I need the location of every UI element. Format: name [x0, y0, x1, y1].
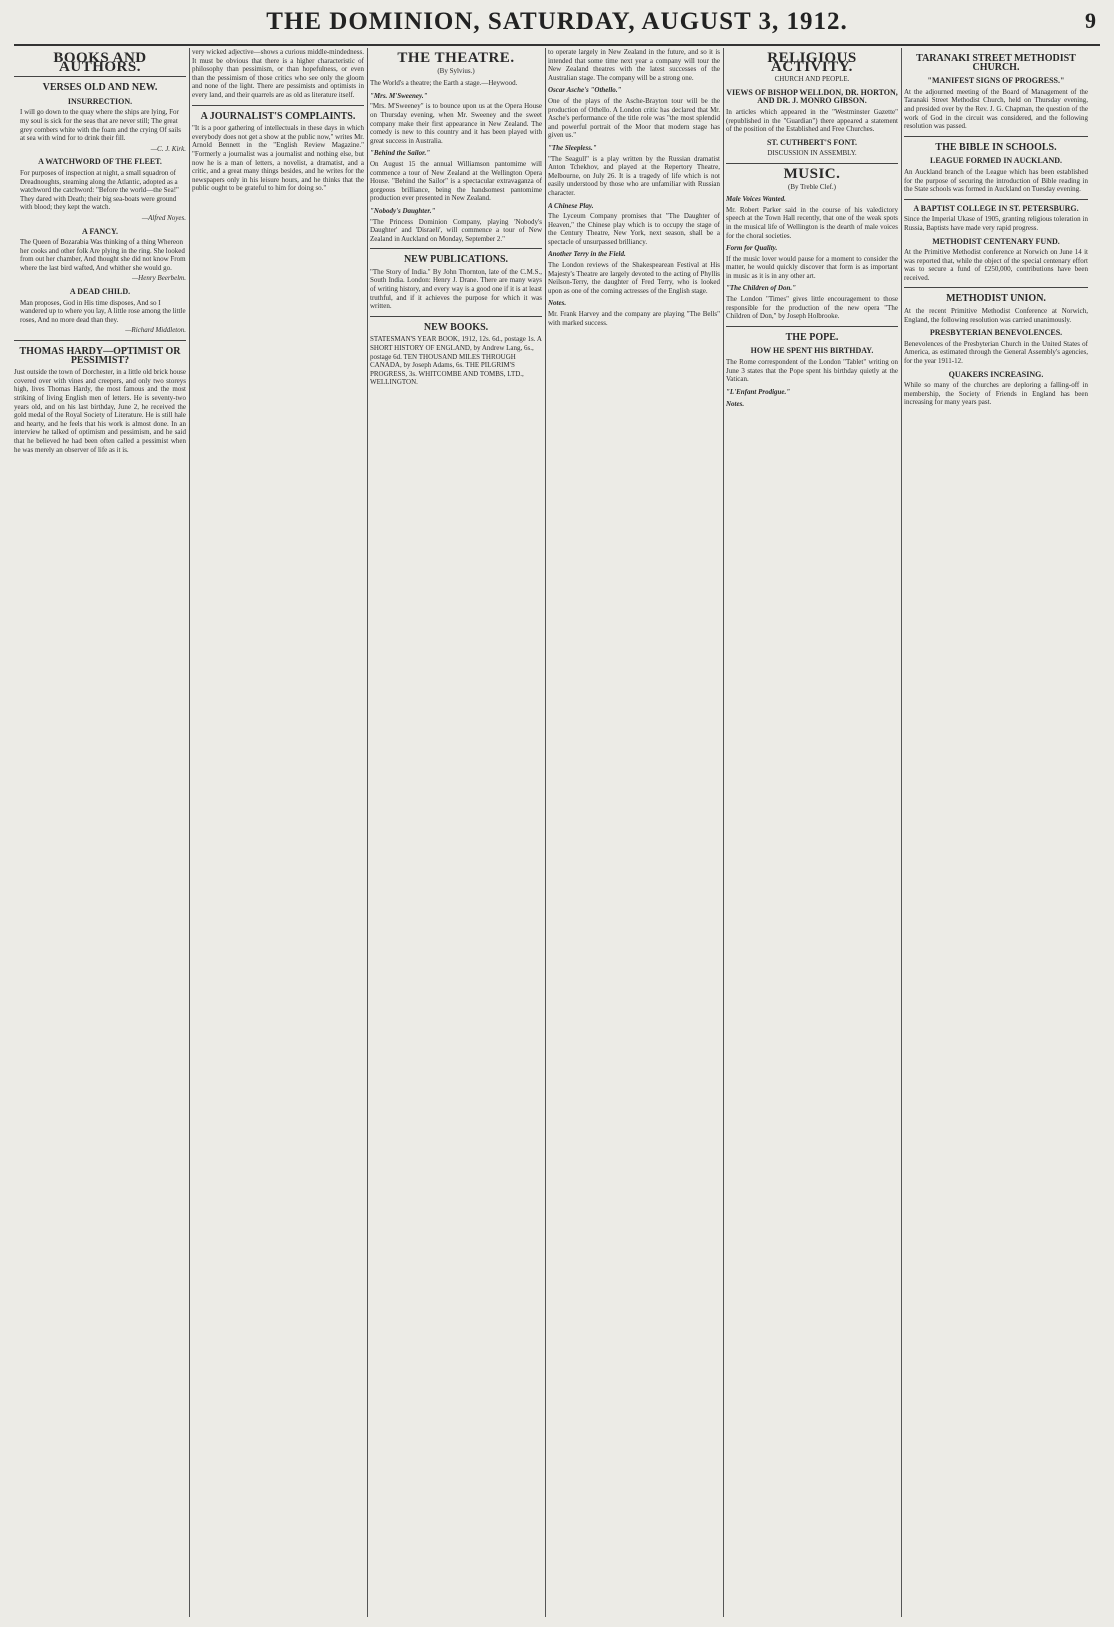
column-church-news: [904, 48, 1088, 1619]
article-body: The London "Times" gives little encouragement to those responsible for the production of the new opera "The Children of Don," by Joseph Holbrooke.: [726, 295, 898, 321]
divider: [14, 340, 186, 341]
article-heading: THOMAS HARDY—OPTIMIST OR PESSIMIST?: [19, 346, 181, 366]
article-body: "The Princess Dominion Company, playing 'Nobody's Daughter' and 'Disraeli', will commence a tour of New Zealand in Auckland on Monday, September 2.": [370, 217, 542, 243]
article-heading: QUAKERS INCREASING.: [948, 369, 1044, 379]
divider: [904, 199, 1088, 200]
section-heading: BOOKS AND AUTHORS.: [53, 50, 147, 75]
article-heading: VIEWS OF BISHOP WELLDON, DR. HORTON, AND DR. J. MONRO GIBSON.: [726, 87, 898, 106]
column-rule: [723, 48, 724, 1617]
divider: [370, 316, 542, 317]
column-religious-activity: [726, 48, 898, 1619]
poem-credit: —Henry Beerbelm.: [131, 274, 186, 283]
subheading: A Chinese Play.: [548, 201, 594, 210]
subheading: Notes.: [548, 299, 567, 308]
column-hardy-continued: [192, 48, 364, 1619]
poem-text: The Queen of Bozarabia Was thinking of a thing Whereon her cooks and other folk Are plying in the ring. She looked from out her chamber, And thought she did not know From where the last bird wafted, And whither she would go.: [20, 238, 186, 272]
article-body: Just outside the town of Dorchester, in a little old brick house covered over with vines and creepers, and only two storeys high, lives Thomas Hardy, the most famous and the most striking of living English men of letters. He is seventy-two years old, and on his last birthday, June 2, he received the gold medal of the Royal Society of Literature. He is still hale and hearty, and he feels that his work is almost done. In an interview he talked of optimism and pessimism, and he said that he believed he had been often called a pessimist when he was merely an observer of life as it is.: [14, 368, 186, 454]
article-body: Benevolences of the Presbyterian Church in the United States of America, as estimated through the General Assembly's agencies, for the year 1911-12.: [904, 339, 1088, 366]
column-rule: [189, 48, 190, 1617]
divider: [904, 136, 1088, 137]
subheading: "Nobody's Daughter.": [370, 206, 436, 215]
article-body: One of the plays of the Asche-Brayton tour will be the production of Othello. A London critic has declared that Mr. Asche's performance of the title role was "the most splendid and powerful portrait of the Moor that modern stage has given us.": [548, 96, 720, 140]
divider: [192, 105, 364, 106]
article-body: "It is a poor gathering of intellectuals in these days in which everybody does not get a show at the public now," writes Mr. Arnold Bennett in the "English Review Magazine." "Formerly a journalist was a journalist and nothing else, but now he is a man of letters, a novelist, a dramatist, and a critic, and a great many things besides, and he writes for the newspapers only in his leisure hours, and he thinks that the public ought to be grateful to him for doing so.": [192, 124, 364, 193]
divider: [14, 76, 186, 77]
subheading: "Behind the Sailor.": [370, 149, 431, 158]
column-books-and-authors: [14, 48, 186, 1619]
article-body: An Auckland branch of the League which has been established for the purpose of securing the introduction of Bible reading in the State schools was formed in Auckland on Tuesday evening.: [904, 167, 1088, 194]
poem-credit: —C. J. Kirk.: [150, 144, 186, 153]
article-body: Mr. Frank Harvey and the company are playing "The Bells" with marked success.: [548, 310, 720, 327]
article-body: While so many of the churches are deploring a falling-off in membership, the Society of Friends in England has been increasing for many years past.: [904, 381, 1088, 407]
subtitle: "MANIFEST SIGNS OF PROGRESS.": [927, 76, 1065, 86]
article-body: At the Primitive Methodist conference at Norwich on June 14 it was reported that, while the object of the special centenary effort was to secure a fund of £250,000, contributions have been received.: [904, 248, 1088, 282]
byline: CHURCH AND PEOPLE.: [774, 75, 850, 84]
article-body: Mr. Robert Parker said in the course of his valedictory speech at the Town Hall recently, that one of the weak spots in the musical life of Wellington is the dearth of male voices for the choral societies.: [726, 205, 898, 240]
article-heading: TARANAKI STREET METHODIST CHURCH.: [916, 53, 1076, 73]
poem-title: A FANCY.: [81, 226, 118, 236]
column-theatre: [370, 48, 542, 1619]
masthead: [14, 4, 1100, 46]
divider: [370, 248, 542, 249]
article-body: The Lyceum Company promises that "The Daughter of Heaven," the Chinese play which is to occupy the stage of the Century Theatre, New York, next season, shall be a spectacle of unsurpassed brilliancy.: [548, 212, 720, 246]
subtitle: LEAGUE FORMED IN AUCKLAND.: [929, 156, 1062, 166]
byline: (By Sylvius.): [437, 66, 475, 75]
subheading: "The Sleepless.": [548, 143, 597, 152]
newspaper-title: THE DOMINION, SATURDAY, AUGUST 3, 1912.: [266, 8, 848, 35]
section-heading: THE THEATRE.: [397, 50, 515, 66]
article-heading: ST. CUTHBERT'S FONT.: [766, 137, 858, 147]
poem-credit: —Richard Middleton.: [125, 326, 186, 335]
subheading: "L'Enfant Prodigue.": [726, 387, 791, 396]
poem-text: For purposes of inspection at night, a small squadron of Dreadnoughts, steaming along the Atlantic, adopted as a watchword the catchword: "Before the world—the Sea!" They dared with Death; their big sea-boats were ground with blood; they kept the watch.: [20, 168, 179, 212]
section-heading: MUSIC.: [783, 165, 841, 182]
subheading: Form for Quality.: [726, 244, 778, 253]
epigraph: The World's a theatre; the Earth a stage.—Heywood.: [370, 79, 518, 88]
column-rule: [901, 48, 902, 1617]
column-rule: [545, 48, 546, 1617]
article-body: to operate largely in New Zealand in the future, and so it is intended that some time next year a company will tour the New Zealand theatres with the latest successes of the Australian stage. The company will be a strong one.: [548, 48, 720, 82]
subheading: "Mrs. M'Sweeney.": [370, 91, 428, 100]
article-body: The London reviews of the Shakespearean Festival at His Majesty's Theatre are largely devoted to the acting of Phyllis Neilson-Terry, the daughter of Fred Terry, who is looked upon as one of the coming actresses of the English stage.: [548, 261, 720, 295]
article-heading: VERSES OLD AND NEW.: [42, 82, 158, 94]
article-body: very wicked adjective—shows a curious middle-mindedness. It must be obvious that there is a higher characteristic of philosophy than pessimism, or than hopefulness, or even than the pessimism of those critics who see only the gloom and none of the light. There are pessimists and optimists in every land, and their quarrels are as old as literature itself.: [192, 48, 364, 99]
divider: [726, 163, 898, 164]
column-rule: [367, 48, 368, 1617]
article-heading: THE BIBLE IN SCHOOLS.: [935, 141, 1057, 153]
article-heading: A JOURNALIST'S COMPLAINTS.: [200, 110, 356, 122]
advert-heading: NEW BOOKS.: [423, 321, 489, 333]
article-body: "The Seagull" is a play written by the Russian dramatist Anton Tchekhov, and played at the Repertory Theatre, Melbourne, on July 26. It is a tragedy of life which is not easily understood by those who are unfamiliar with Russian character.: [548, 154, 720, 197]
poem-title: A DEAD CHILD.: [69, 287, 131, 297]
article-heading: METHODIST CENTENARY FUND.: [932, 236, 1060, 246]
article-body: "The Story of India." By John Thornton, late of the C.M.S., South India. London: Henry J. Drane. There are many ways of writing history, and every way is a good one if it is at least truthful, and if it achieves the purpose for which it was written.: [370, 267, 542, 311]
article-heading: THE POPE.: [785, 331, 839, 343]
article-body: If the music lover would pause for a moment to consider the matter, he would quickly discover that form is as important in music as it is in any other art.: [726, 254, 898, 280]
subheading: Notes.: [726, 400, 745, 409]
divider: [904, 287, 1088, 288]
article-body: Since the Imperial Ukase of 1905, granting religious toleration in Russia, Baptists have made very rapid progress.: [904, 215, 1088, 232]
section-heading: RELIGIOUS ACTIVITY.: [767, 50, 857, 75]
subtitle: DISCUSSION IN ASSEMBLY.: [767, 149, 857, 158]
subtitle: HOW HE SPENT HIS BIRTHDAY.: [750, 346, 874, 356]
byline: (By Treble Clef.): [787, 182, 837, 191]
article-body: "Mrs. M'Sweeney" is to bounce upon us at the Opera House on Thursday evening, when Mr. Sweeney and the sweet company make their first appearance in New Zealand. The comedy is new to this country and it has been played with great success in Australia.: [370, 102, 542, 145]
poem-title: INSURRECTION.: [67, 96, 133, 106]
article-body: At the recent Primitive Methodist Conference at Norwich, England, the following resolution was carried unanimously.: [904, 307, 1088, 324]
article-heading: PRESBYTERIAN BENEVOLENCES.: [929, 328, 1063, 338]
article-heading: METHODIST UNION.: [946, 293, 1046, 305]
page-number: 9: [1085, 8, 1096, 33]
article-body: In articles which appeared in the "Westminster Gazette" (republished in the "Guardian") there appeared a statement of the position of the Established and Free Churches.: [726, 107, 898, 134]
article-body: At the adjourned meeting of the Board of Management of the Taranaki Street Methodist Church, held on Thursday evening, and presided over by the Rev. J. G. Chapman, the question of the work of God in the circuit was considered, and the following resolution was passed.: [904, 87, 1088, 131]
subheading: "The Children of Don.": [726, 284, 797, 293]
article-body: The Rome correspondent of the London "Tablet" writing on June 3 states that the Pope spent his birthday quietly at the Vatican.: [726, 358, 898, 384]
advert-list: STATESMAN'S YEAR BOOK, 1912, 12s. 6d., postage 1s. A SHORT HISTORY OF ENGLAND, by Andrew Lang, 6s., postage 6d. TEN THOUSAND MILES THROUGH CANADA, by Joseph Adams, 6s. THE PILGRIM'S PROGRESS, 3s. WHITCOMBE AND TOMBS, LTD., WELLINGTON.: [370, 335, 542, 387]
subheading: Male Voices Wanted.: [726, 195, 786, 204]
poem-title: A WATCHWORD OF THE FLEET.: [38, 157, 162, 167]
poem-text: Man proposes, God in His time disposes, And so I wandered up to where you lay, A little rose among the little roses, And no more dead than they.: [20, 298, 186, 324]
divider: [726, 326, 898, 327]
section-heading: NEW PUBLICATIONS.: [403, 254, 509, 266]
poem-credit: —Alfred Noyes.: [141, 213, 186, 222]
subheading: Another Terry in the Field.: [548, 250, 626, 259]
article-body: On August 15 the annual Williamson pantomime will commence a tour of New Zealand at the Wellington Opera House. "Behind the Sailor" is a spectacular extravaganza of gorgeous brilliance, being the handsomest pantomime production ever presented in New Zealand.: [370, 159, 542, 203]
subheading: Oscar Asche's "Othello.": [548, 86, 622, 95]
poem-text: I will go down to the quay where the ships are lying, For my soul is sick for the seas that are never still; The great grey combers white with the foam and the crying Of sails at sea with wind for to drink their fill.: [20, 108, 181, 143]
column-theatre-continued: [548, 48, 720, 1619]
article-heading: A BAPTIST COLLEGE IN ST. PETERSBURG.: [913, 203, 1079, 213]
